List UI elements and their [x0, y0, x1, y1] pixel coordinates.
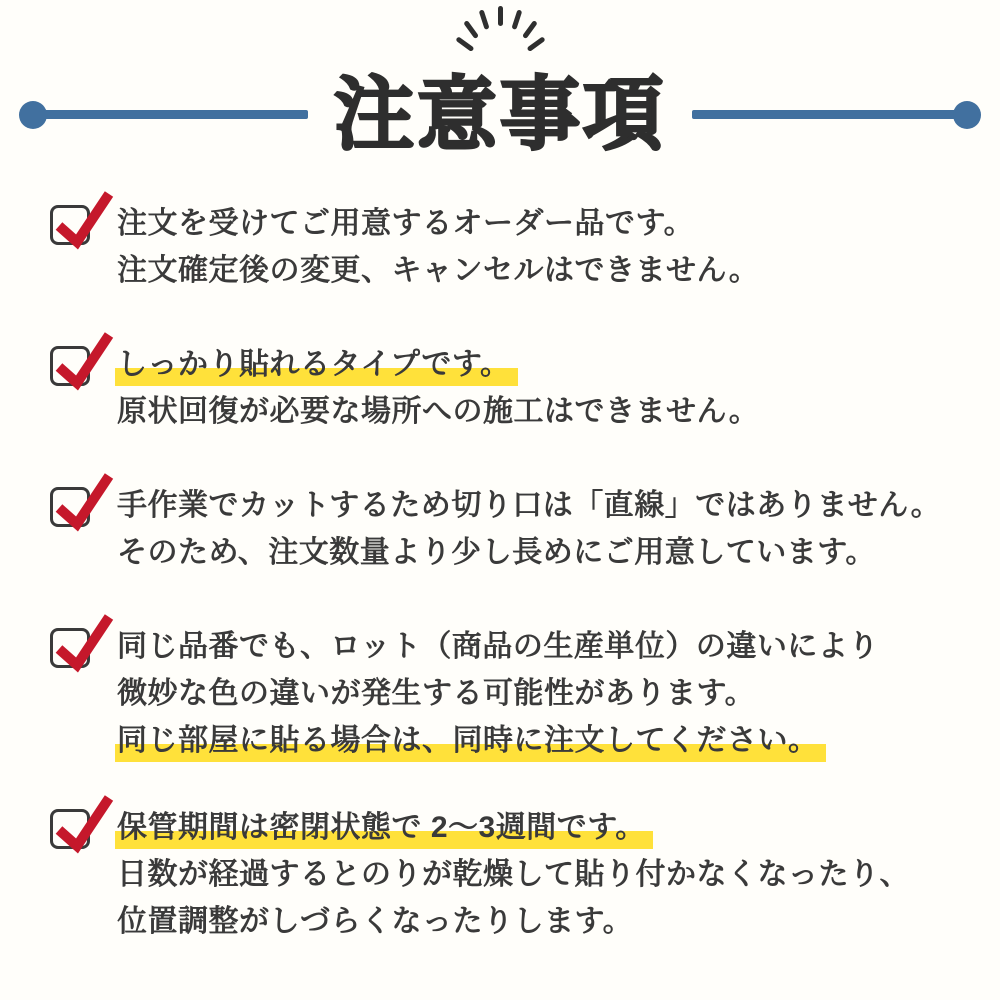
notice-line: 日数が経過するとのりが乾燥して貼り付かなくなったり、	[117, 857, 910, 891]
right-rule	[692, 101, 981, 129]
notice-text	[117, 200, 759, 294]
notice-text	[117, 804, 910, 945]
notice-line: 注文を受けてご用意するオーダー品です。	[117, 206, 695, 240]
checkbox-checked-icon	[50, 205, 90, 245]
right-dot-icon	[953, 101, 981, 129]
highlighted-text: しっかり貼れるタイプです。	[115, 348, 518, 386]
notice-line: 注文確定後の変更、キャンセルはできません。	[117, 253, 760, 287]
notice-line: 手作業でカットするため切り口は「直線」ではありません。	[117, 488, 942, 522]
left-rule	[19, 101, 308, 129]
notice-line: 原状回復が必要な場所への施工はできません。	[117, 394, 760, 428]
notice-item	[50, 623, 970, 764]
checkbox-checked-icon	[50, 487, 90, 527]
notice-line: そのため、注文数量より少し長めにご用意しています。	[117, 535, 876, 569]
notice-item	[50, 200, 970, 294]
page-title: 注意事項	[334, 70, 666, 159]
checkbox-checked-icon	[50, 346, 90, 386]
checkbox-checked-icon	[50, 809, 90, 849]
notice-line	[117, 804, 910, 851]
notice-line	[117, 341, 759, 388]
notice-line: 同じ品番でも、ロット（商品の生産単位）の違いにより	[117, 629, 879, 663]
notice-line	[117, 717, 879, 764]
title-row	[0, 70, 1000, 160]
notice-line: 位置調整がしづらくなったりします。	[117, 904, 634, 938]
burst-icon	[390, 14, 610, 74]
highlighted-text: 同じ部屋に貼る場合は、同時に注文してください。	[115, 724, 826, 762]
notice-line: 微妙な色の違いが発生する可能性があります。	[117, 676, 756, 710]
notice-text	[117, 623, 879, 764]
header	[0, 0, 1000, 160]
notice-item	[50, 341, 970, 435]
notice-text	[117, 341, 759, 435]
highlighted-text: 保管期間は密閉状態で 2～3週間です。	[115, 811, 653, 849]
notice-item	[50, 482, 970, 576]
left-bar	[43, 110, 308, 119]
right-bar	[692, 110, 957, 119]
checkbox-checked-icon	[50, 628, 90, 668]
notice-list	[0, 160, 1000, 945]
notice-text	[117, 482, 941, 576]
notice-item	[50, 804, 970, 945]
